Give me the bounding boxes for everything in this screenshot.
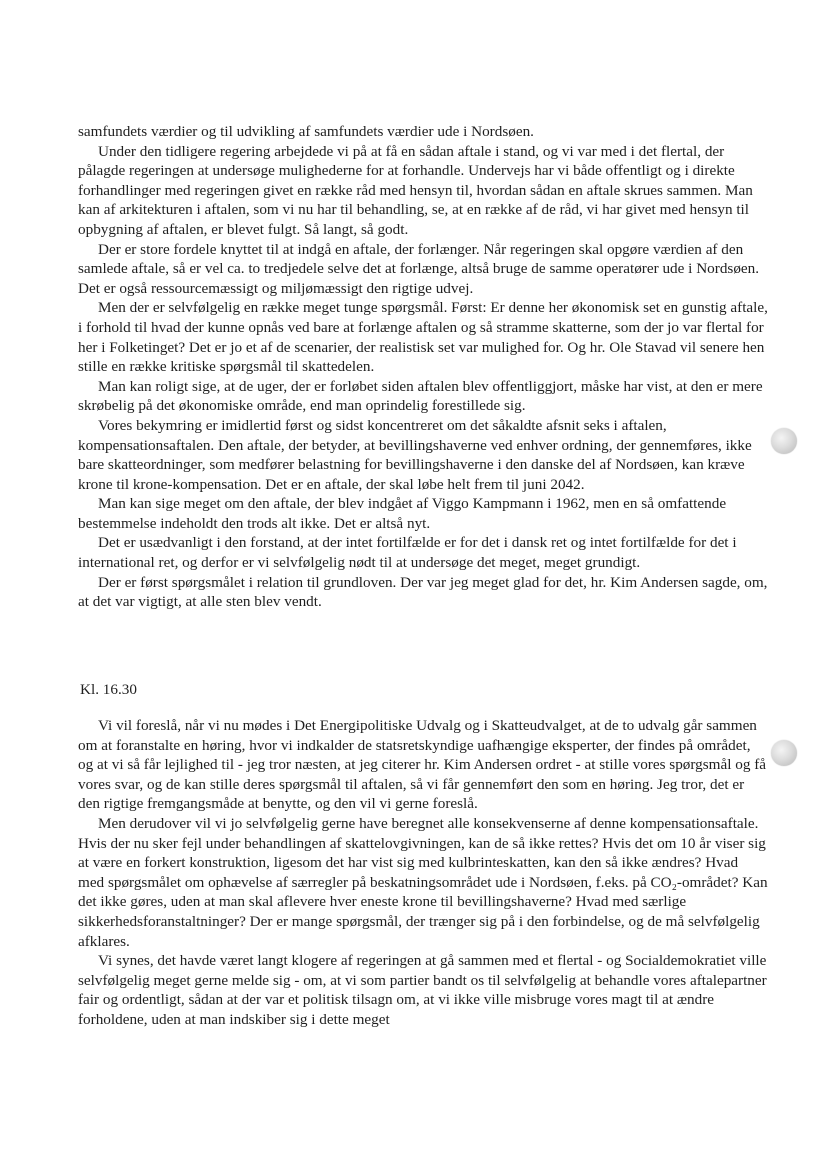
paragraph: Men derudover vil vi jo selvfølgelig gerne have beregnet alle konsekvenserne af denne kompensationsaftale. Hvis der nu sker fejl under behandlingen af skattelovgivningen, kan de så ikke rettes? Hvis det om 10 år viser sig at være en forkert konstruktion, ligesom det har vist sig med kulbrinteskatten, kan den så ikke ændres? Hvad med spørgsmålet om ophævelse af særregler på beskatningsområdet ude i Nordsøen, f.eks. på CO₂-området? Kan det ikke gøres, uden at man skal aflevere hver eneste krone til bevillingshaverne? Hvad med særlige sikkerhedsforanstaltninger? Der er mange spørgsmål, der trænger sig på i den forbindelse, og de må selvfølgelig afklares.	[78, 814, 768, 950]
paragraph: Vi synes, det havde været langt klogere af regeringen at gå sammen med et flertal - og Socialdemokratiet ville selvfølgelig meget gerne melde sig - om, at vi som partier bandt os til selvfølgelig at behandle vores aftalepartner fair og ordentligt, sådan at der var et politisk tilsagn om, at vi ikke ville misbruge vores magt til at ændre forholdene, uden at man indskiber sig i dette meget	[78, 952, 767, 1028]
paragraph: Under den tidligere regering arbejdede vi på at få en sådan aftale i stand, og vi var med i det flertal, der pålagde regeringen at undersøge mulighederne for at forhandle. Undervejs har vi både offentligt og i direkte forhandlinger med regeringen givet en række råd med hensyn til, hvordan sådan en aftale skrues sammen. Man kan af arkitekturen i aftalen, som vi nu har til behandling, se, at en række af de råd, vi har givet med hensyn til opbygning af aftalen, er blevet fulgt. Så langt, så godt.	[78, 142, 753, 238]
punch-hole-mark	[771, 428, 797, 454]
text-block-2	[78, 716, 768, 1030]
time-stamp: Kl. 16.30	[80, 681, 137, 698]
paragraph: Der er store fordele knyttet til at indgå en aftale, der forlænger. Når regeringen skal opgøre værdien af den samlede aftale, så er vel ca. to tredjedele selve det at forlænge, altså bruge de samme operatører ude i Nordsøen. Det er også ressourcemæssigt og miljømæssigt den rigtige udvej.	[78, 240, 760, 297]
paragraph: samfundets værdier og til udvikling af samfundets værdier ude i Nordsøen.	[78, 123, 534, 140]
paragraph: Vi vil foreslå, når vi nu mødes i Det Energipolitiske Udvalg og i Skatteudvalget, at de to udvalg går sammen om at foranstalte en høring, hvor vi indkalder de statsretskyndige uafhængige eksperter, der findes på området, og at vi så får lejlighed til - jeg tror næsten, at jeg citerer hr. Kim Andersen ordret - at stille vores spørgsmål og få vores svar, og de kan stille deres spørgsmål til aftalen, så vi får gennemført den som en høring. Jeg tror, det er den rigtige fremgangsmåde at benytte, og den vil vi gerne foreslå.	[78, 717, 767, 813]
text-block-1	[78, 122, 768, 612]
paragraph: Man kan sige meget om den aftale, der blev indgået af Viggo Kampmann i 1962, men en så omfattende bestemmelse indeholdt den trods alt ikke. Det er altså nyt.	[78, 495, 727, 532]
paragraph: Der er først spørgsmålet i relation til grundloven. Der var jeg meget glad for det, hr. Kim Andersen sagde, om, at det var vigtigt, at alle sten blev vendt.	[78, 573, 768, 611]
paragraph: Man kan roligt sige, at de uger, der er forløbet siden aftalen blev offentliggjort, måske har vist, at den er mere skrøbelig på det økonomiske område, end man oprindelig forestillede sig.	[78, 377, 763, 415]
punch-hole-mark	[771, 740, 797, 766]
paragraph: Vores bekymring er imidlertid først og sidst koncentreret om det såkaldte afsnit seks i aftalen, kompensationsaftalen. Den aftale, der betyder, at bevillingshaverne ved enhver ordning, der gennemføres, ikke bare skatteordninger, som medfører belastning for bevillingshaverne i den danske del af Nordsøen, kan kræve krone til krone-kompensation. Det er en aftale, der skal løbe helt frem til juni 2042.	[78, 416, 752, 493]
paragraph: Men der er selvfølgelig en række meget tunge spørgsmål. Først: Er denne her økonomisk set en gunstig aftale, i forhold til hvad der kunne opnås ved bare at forlænge aftalen og så stramme skatterne, som der jo var flertal for her i Folketinget? Det er jo et af de scenarier, der realistisk set var mulighed for. Og hr. Ole Stavad vil senere hen stille en række kritiske spørgsmål til skattedelen.	[78, 299, 768, 376]
paragraph: Det er usædvanligt i den forstand, at der intet fortilfælde er for det i dansk ret og intet fortilfælde for det i international ret, og derfor er vi selvfølgelig nødt til at undersøge det meget, meget grundigt.	[78, 534, 737, 572]
